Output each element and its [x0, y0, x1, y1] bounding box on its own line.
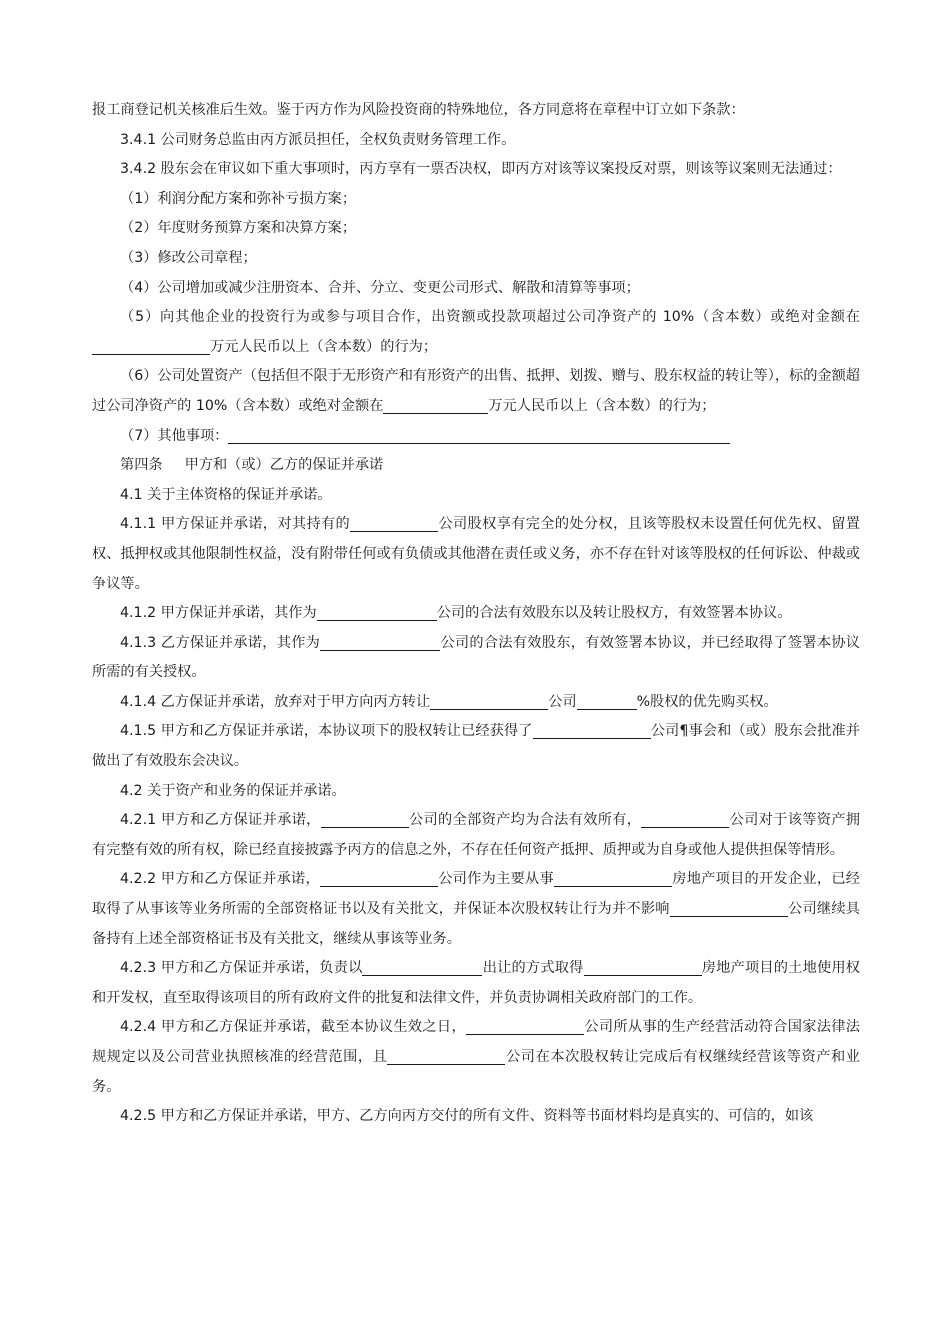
- list-item-6: （6）公司处置资产（包括但不限于无形资产和有形资产的出售、抵押、划拨、赠与、股东权益的转让等），标的金额超过公司净资产的 10%（含本数）或绝对金额在 万元人民币以上（含本数）的行为；: [92, 368, 860, 414]
- blank-field[interactable]: [321, 811, 409, 828]
- blank-field[interactable]: [466, 1018, 584, 1035]
- paragraph-continuation: 报工商登记机关核准后生效。鉴于丙方作为风险投资商的特殊地位，各方同意将在章程中订立如下条款：: [92, 102, 745, 118]
- list-item-2: （2）年度财务预算方案和决算方案；: [120, 220, 357, 237]
- clause-4-2-5: 4.2.5 甲方和乙方保证并承诺，甲方、乙方向丙方交付的所有文件、资料等书面材料均是真实的、可信的，如该: [120, 1108, 814, 1125]
- article-4-heading: 第四条 甲方和（或）乙方的保证并承诺: [120, 457, 384, 474]
- blank-field[interactable]: [387, 1048, 505, 1065]
- clause-4-1-2: 4.1.2 甲方保证并承诺，其作为 公司的合法有效股东以及转让股权方，有效签署本协议。: [120, 605, 792, 622]
- blank-field[interactable]: [350, 515, 438, 532]
- clause-4-1-4: 4.1.4 乙方保证并承诺，放弃对于甲方向丙方转让 公司 %股权的优先购买权。: [120, 693, 778, 710]
- blank-field[interactable]: [584, 959, 702, 976]
- section-4-1: 4.1 关于主体资格的保证并承诺。: [120, 486, 332, 503]
- list-item-3: （3）修改公司章程；: [120, 249, 257, 266]
- blank-field[interactable]: [641, 811, 729, 828]
- blank-field[interactable]: [320, 870, 438, 887]
- blank-field[interactable]: [362, 959, 482, 976]
- list-item-7: （7）其他事项：: [92, 422, 860, 452]
- blank-field[interactable]: [320, 634, 440, 651]
- blank-field[interactable]: [383, 397, 488, 414]
- clause-3-4-1: 3.4.1 公司财务总监由丙方派员担任，全权负责财务管理工作。: [120, 131, 516, 148]
- blank-field[interactable]: [670, 900, 788, 917]
- list-item-5: （5）向其他企业的投资行为或参与项目合作，出资额或投款项超过公司净资产的 10%（含本数）或绝对金额在万元人民币以上（含本数）的行为；: [92, 303, 860, 362]
- clause-4-1-3: 4.1.3 乙方保证并承诺，其作为 公司的合法有效股东，有效签署本协议，并已经取得了签署本协议所需的有关授权。: [92, 634, 860, 681]
- blank-field[interactable]: [228, 427, 730, 444]
- blank-field[interactable]: [317, 604, 437, 621]
- clause-4-2-2: 4.2.2 甲方和乙方保证并承诺， 公司作为主要从事 房地产项目的开发企业，已经取得了从事该等业务所需的全部资格证书以及有关批文，并保证本次股权转让行为并不影响 公司继续具备持有上述全部资格证书及有关批文，继续从事该等业务。: [92, 871, 860, 947]
- section-4-2: 4.2 关于资产和业务的保证并承诺。: [120, 782, 346, 799]
- clause-4-2-4: 4.2.4 甲方和乙方保证并承诺，截至本协议生效之日， 公司所从事的生产经营活动符合国家法律法规规定以及公司营业执照核准的经营范围，且 公司在本次股权转让完成后有权继续经营该等资产和业务。: [92, 1019, 860, 1095]
- blank-field[interactable]: [430, 693, 548, 710]
- clause-4-1-1: 4.1.1 甲方保证并承诺，对其持有的 公司股权享有完全的处分权，且该等股权未设置任何优先权、留置权、抵押权或其他限制性权益，没有附带任何或有负债或其他潜在责任或义务，亦不存在针对该等股权的任何诉讼、仲裁或争议等。: [92, 516, 860, 592]
- clause-4-2-1: 4.2.1 甲方和乙方保证并承诺， 公司的全部资产均为合法有效所有， 公司对于该等资产拥有完整有效的所有权，除已经直接披露予丙方的信息之外，不存在任何资产抵押、质押或为自身或他人提供担保等情形。: [92, 812, 860, 858]
- blank-field[interactable]: [92, 338, 210, 355]
- blank-field[interactable]: [554, 870, 672, 887]
- clause-4-1-5: 4.1.5 甲方和乙方保证并承诺，本协议项下的股权转让已经获得了 公司¶事会和（或）股东会批准并做出了有效股东会决议。: [92, 723, 860, 770]
- clause-3-4-2: 3.4.2 股东会在审议如下重大事项时，丙方享有一票否决权，即丙方对该等议案投反对票，则该等议案则无法通过：: [120, 161, 842, 178]
- document-body: [92, 96, 860, 1132]
- list-item-1: （1）利润分配方案和弥补亏损方案；: [120, 190, 357, 207]
- clause-4-2-3: 4.2.3 甲方和乙方保证并承诺，负责以 出让的方式取得 房地产项目的土地使用权和开发权，直至取得该项目的所有政府文件的批复和法律文件，并负责协调相关政府部门的工作。: [92, 960, 860, 1006]
- blank-field[interactable]: [577, 693, 637, 710]
- blank-field[interactable]: [533, 722, 651, 739]
- list-item-4: （4）公司增加或减少注册资本、合并、分立、变更公司形式、解散和清算等事项；: [120, 279, 640, 296]
